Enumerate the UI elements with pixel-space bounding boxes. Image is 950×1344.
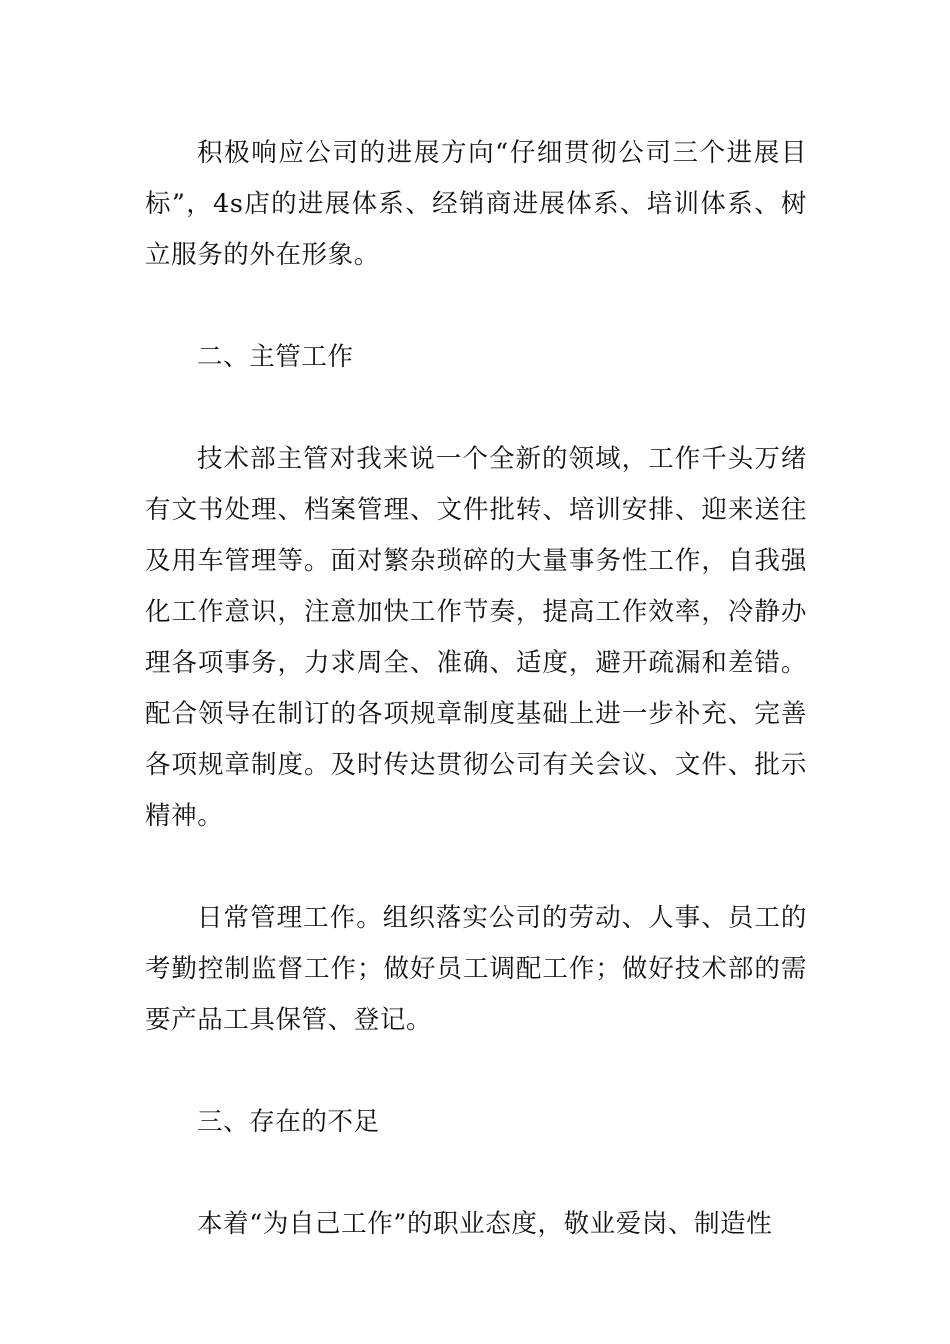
document-body [145,128,807,1301]
section-heading-shortcomings: 三、存在的不足 [197,1107,380,1137]
paragraph-daily-management: 日常管理工作。组织落实公司的劳动、人事、员工的考勤控制监督工作；做好员工调配工作；做好技术部的需要产品工具保管、登记。 [145,903,807,1035]
paragraph-supervisor-duties: 技术部主管对我来说一个全新的领域，工作千头万绪有文书处理、档案管理、文件批转、培训安排、迎来送往及用车管理等。面对繁杂琐碎的大量事务性工作，自我强化工作意识，注意加快工作节奏，提高工作效率，冷静办理各项事务，力求周全、准确、适度，避开疏漏和差错。配合领导在制订的各项规章制度基础上进一步补充、完善各项规章制度。及时传达贯彻公司有关会议、文件、批示精神。 [145,444,807,831]
paragraph-development-direction: 积极响应公司的进展方向“仔细贯彻公司三个进展目标”，4s店的进展体系、经销商进展体系、培训体系、树立服务的外在形象。 [145,138,807,270]
paragraph-work-attitude: 本着“为自己工作”的职业态度，敬业爱岗、制造性 [197,1209,773,1239]
section-heading-supervisor-work: 二、主管工作 [197,342,354,372]
